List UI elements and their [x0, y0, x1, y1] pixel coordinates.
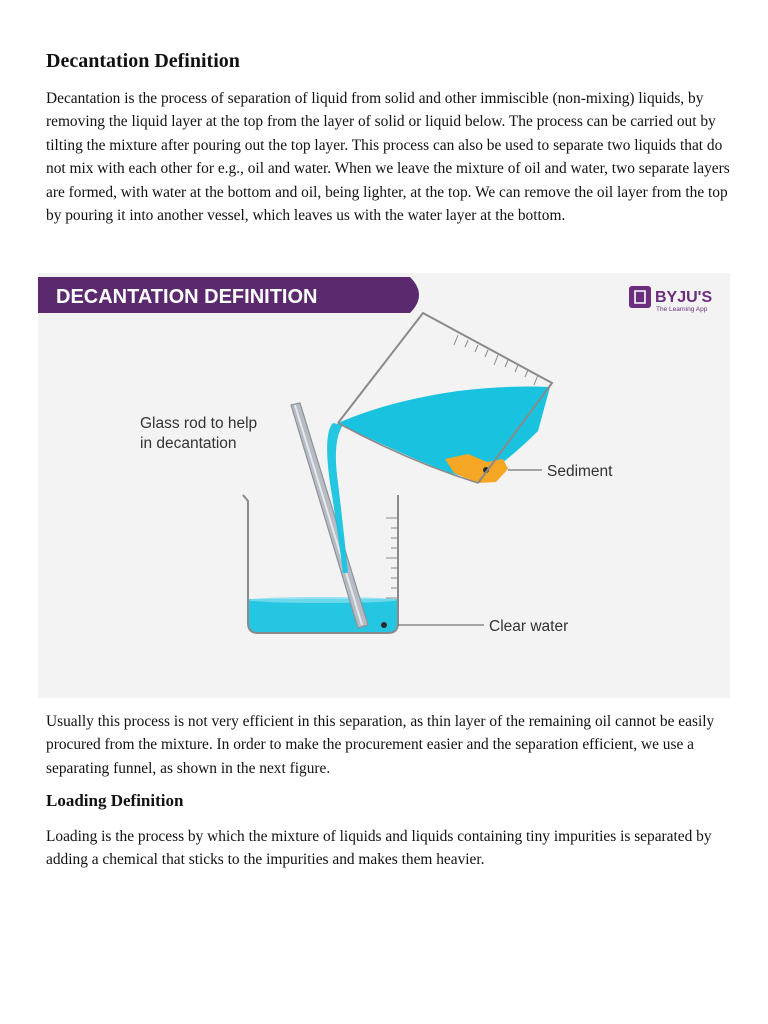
section-heading-loading: Loading Definition [46, 791, 184, 810]
beaker-liquid [338, 387, 550, 481]
decantation-illustration [38, 273, 730, 698]
byjus-logo [629, 286, 712, 313]
tilted-beaker [338, 313, 552, 483]
label-sediment: Sediment [547, 463, 613, 480]
label-clear-water: Clear water [489, 618, 569, 635]
water-marker-dot [381, 622, 387, 628]
label-glass-rod-line2: in decantation [140, 435, 237, 452]
logo-tagline: The Learning App [656, 306, 708, 313]
bottom-beaker [243, 495, 398, 633]
intro-paragraph: Decantation is the process of separation of liquid from solid and other immiscible (non-mixing) liquids, by removing the liquid layer at the top from the layer of solid or liquid below. The process can be carried out by tilting the mixture after pouring out the top layer. This process can also be used to separate two liquids that do not mix with each other for e.g., oil and water. When we leave the mixture of oil and water, two separate layers are formed, with water at the bottom and oil, being lighter, at the top. We can remove the oil layer from the top by pouring it into another vessel, which leaves us with the water layer at the bottom. [46, 90, 730, 225]
label-glass-rod-line1: Glass rod to help [140, 415, 258, 432]
page-title: Decantation Definition [46, 50, 240, 72]
logo-name: BYJU'S [655, 289, 713, 306]
decantation-figure [38, 273, 730, 698]
clear-water-liquid [248, 599, 398, 633]
loading-paragraph: Loading is the process by which the mixture of liquids and liquids containing tiny impurities is separated by adding a chemical that sticks to the impurities and makes them heavier. [46, 828, 712, 869]
banner-title: DECANTATION DEFINITION [56, 286, 318, 308]
after-figure-paragraph: Usually this process is not very efficient in this separation, as thin layer of the remaining oil cannot be easily procured from the mixture. In order to make the procurement easier and the separation efficient, we use a separating funnel, as shown in the next figure. [46, 713, 715, 777]
logo-icon [629, 286, 651, 308]
